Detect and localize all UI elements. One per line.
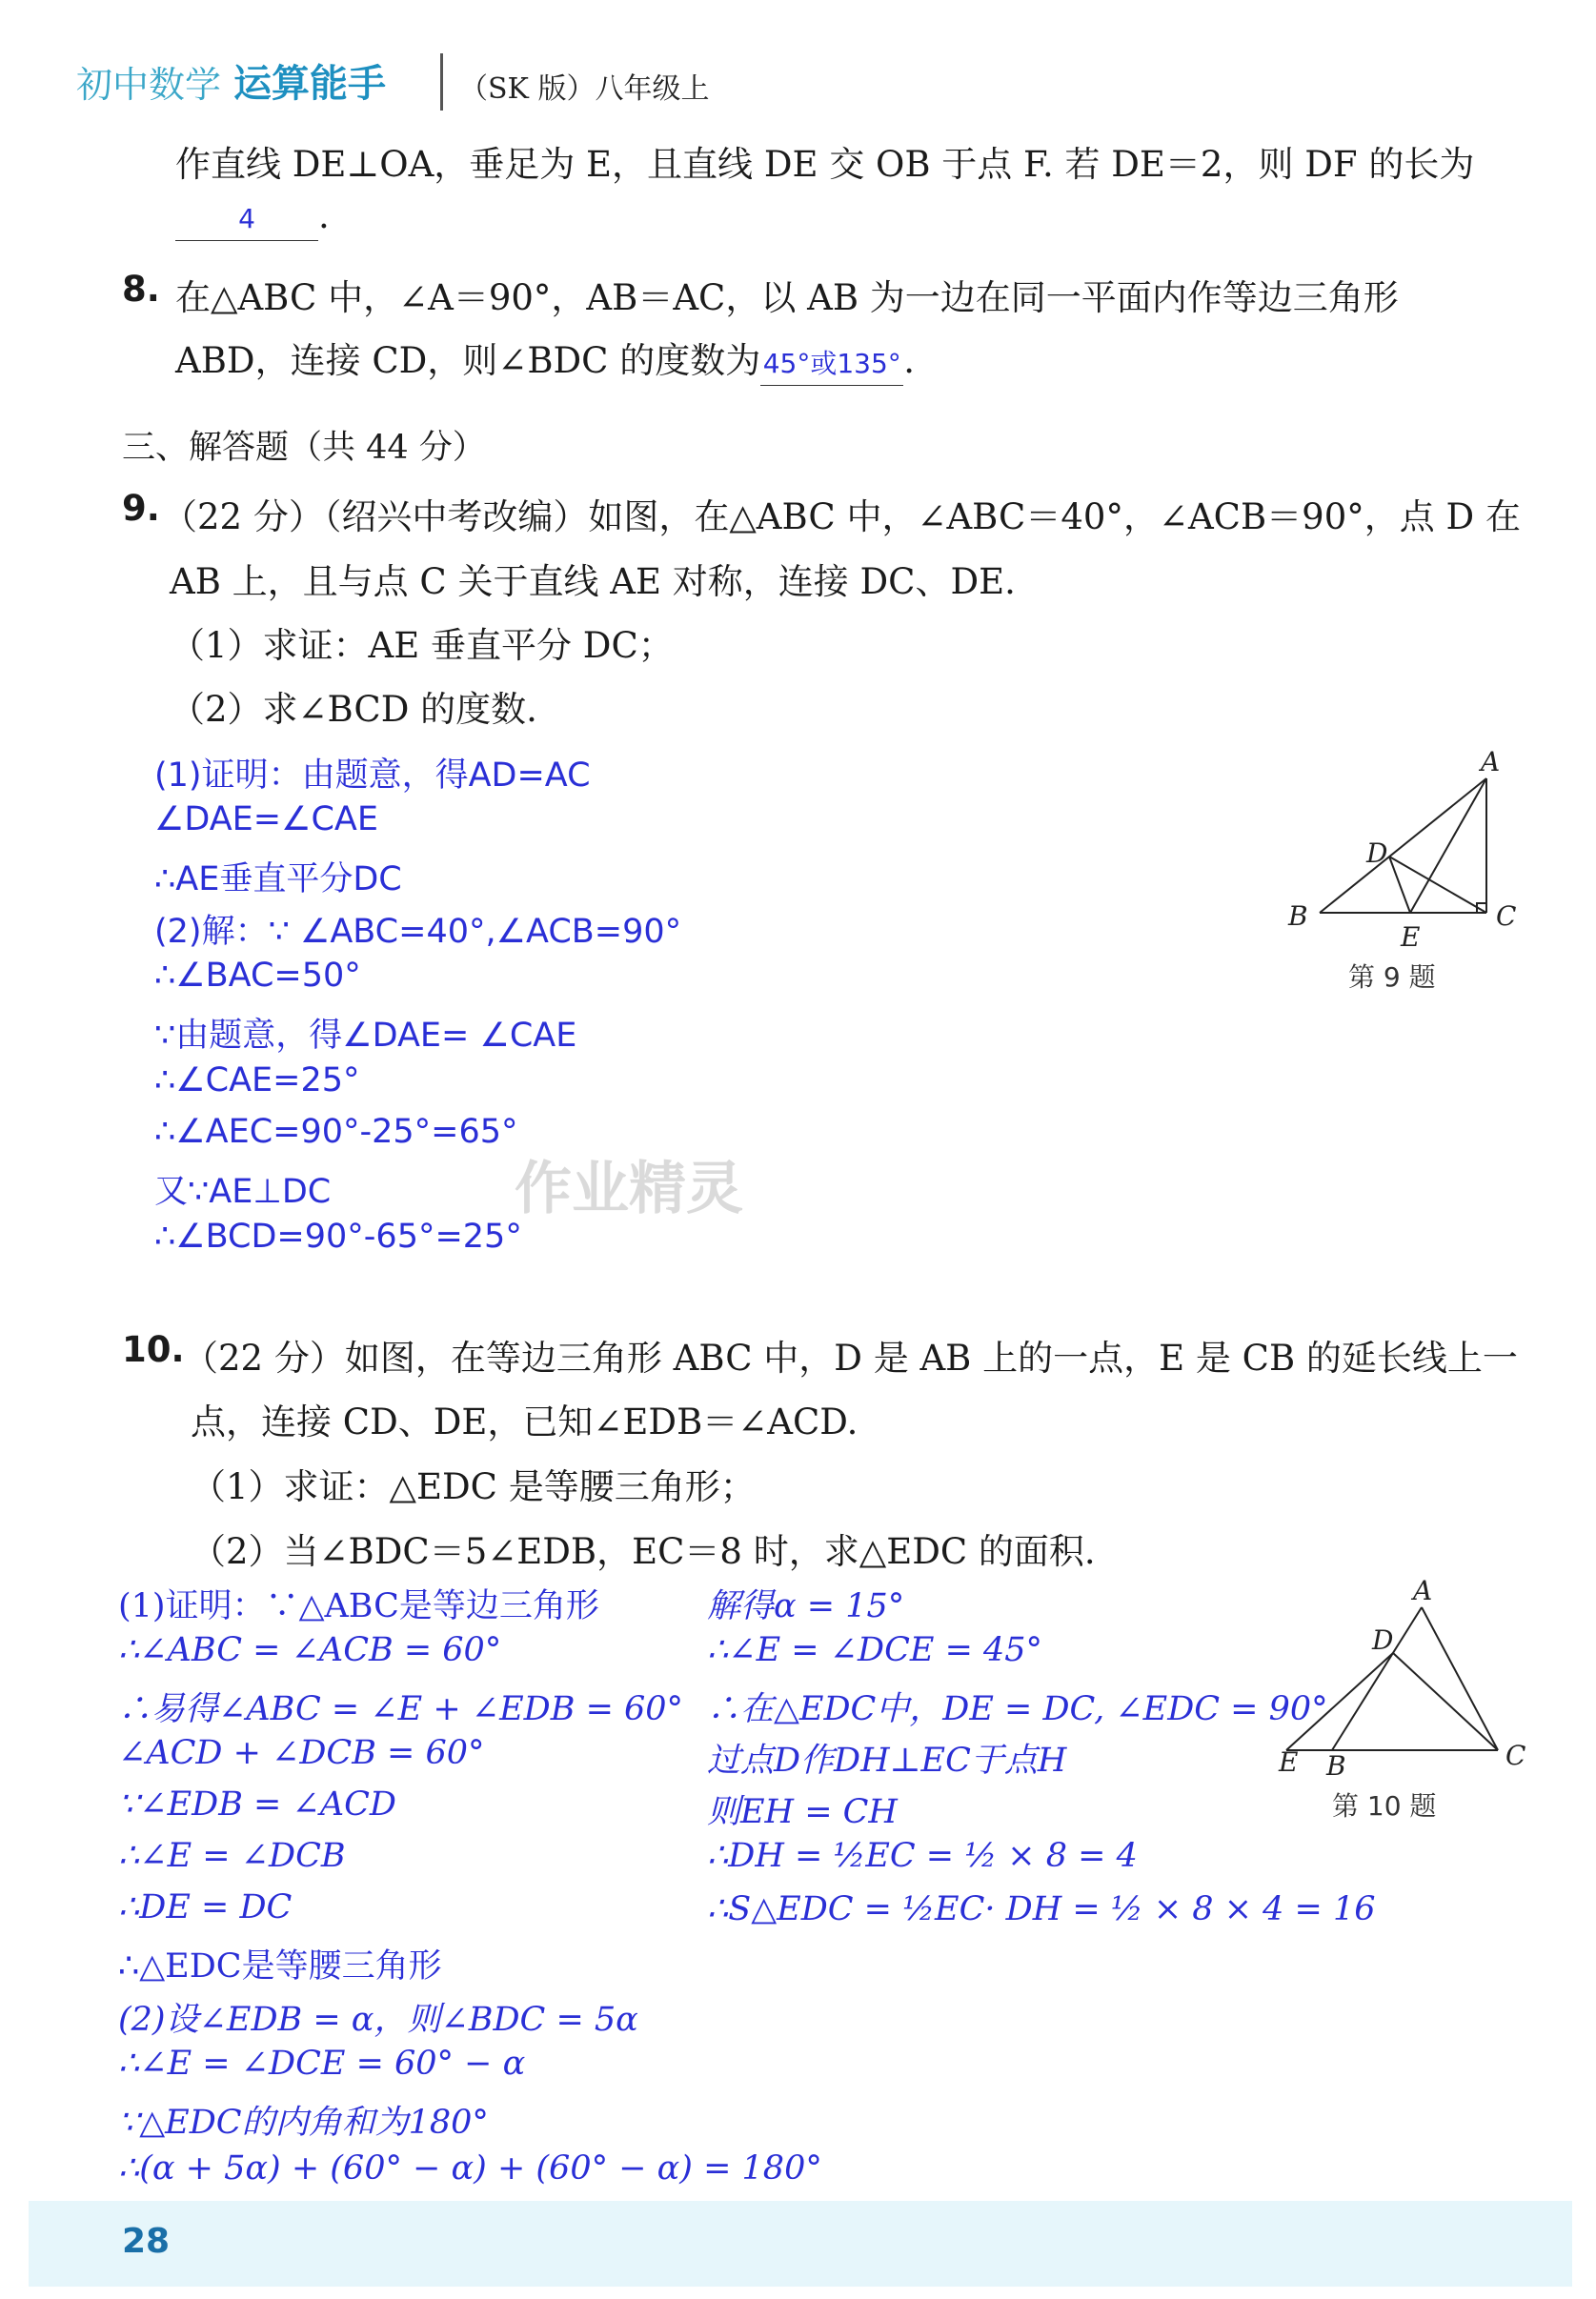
header-edition: （SK 版）八年级上 xyxy=(459,72,710,106)
q8-line2: ABD，连接 CD，则∠BDC 的度数为 xyxy=(175,340,761,381)
q9-answer-8: 又∵AE⊥DC xyxy=(154,1173,332,1211)
q9-answer-9: ∴∠BCD=90°-65°=25° xyxy=(154,1218,522,1256)
q9-number: 9. xyxy=(122,488,160,529)
q10-left-5: ∴∠E = ∠DCB xyxy=(118,1837,346,1875)
fig9-label-b: B xyxy=(1288,900,1308,932)
header-title: 运算能手 xyxy=(233,62,386,106)
q10-left-8: (2)设∠EDB = α，则∠BDC = 5α xyxy=(118,2001,638,2039)
fig10-label-d: D xyxy=(1372,1624,1394,1656)
figure-10 xyxy=(1267,1577,1553,1825)
q10-line2: 点，连接 CD、DE，已知∠EDB＝∠ACD. xyxy=(191,1402,859,1442)
q10-left-9: ∴∠E = ∠DCE = 60° − α xyxy=(118,2045,526,2083)
footer-band xyxy=(29,2201,1572,2287)
q10-right-3: 过点D作DH⊥EC于点H xyxy=(707,1742,1067,1780)
q9-sub1: （1）求证：AE 垂直平分 DC； xyxy=(170,625,674,666)
q8-answer: 45°或135° xyxy=(760,343,903,386)
q10-right-6: ∴S△EDC = ½EC· DH = ½ × 8 × 4 = 16 xyxy=(707,1890,1376,1928)
q10-left-1: ∴∠ABC = ∠ACB = 60° xyxy=(118,1631,502,1669)
section-3-title: 三、解答题（共 44 分） xyxy=(122,429,486,467)
page-number: 28 xyxy=(122,2222,171,2261)
fig10-caption: 第 10 题 xyxy=(1332,1790,1437,1822)
q7-answer: 4 xyxy=(175,198,318,241)
q9-answer-5: ∵由题意，得∠DAE= ∠CAE xyxy=(154,1017,577,1055)
q10-sub1: （1）求证：△EDC 是等腰三角形； xyxy=(191,1466,756,1507)
q10-right-2: ∴在△EDC中，DE = DC, ∠EDC = 90° xyxy=(707,1690,1328,1728)
q8-line1: 在△ABC 中，∠A＝90°，AB＝AC，以 AB 为一边在同一平面内作等边三角形 xyxy=(175,277,1399,318)
q10-right-0: 解得α = 15° xyxy=(707,1587,905,1625)
fig9-caption: 第 9 题 xyxy=(1348,961,1436,993)
fig9-label-e: E xyxy=(1401,921,1421,953)
fig10-label-c: C xyxy=(1505,1740,1526,1771)
q10-number: 10. xyxy=(122,1329,185,1370)
fig9-label-d: D xyxy=(1366,837,1388,869)
q10-left-4: ∵∠EDB = ∠ACD xyxy=(118,1785,396,1824)
q9-line2: AB 上，且与点 C 关于直线 AE 对称，连接 DC、DE. xyxy=(170,561,1016,602)
q8-line2-wrap xyxy=(175,332,915,386)
q10-left-0: (1)证明：∵△ABC是等边三角形 xyxy=(118,1587,599,1625)
q9-answer-2: ∴AE垂直平分DC xyxy=(154,860,402,898)
q10-left-6: ∴DE = DC xyxy=(118,1888,293,1926)
q10-left-2: ∴易得∠ABC = ∠E + ∠EDB = 60° xyxy=(118,1690,684,1728)
q10-left-3: ∠ACD + ∠DCB = 60° xyxy=(118,1734,485,1772)
watermark: 作业精灵 xyxy=(515,1156,743,1222)
q10-right-5: ∴DH = ½EC = ½ × 8 = 4 xyxy=(707,1837,1138,1875)
figure-9 xyxy=(1267,738,1534,996)
q9-answer-6: ∴∠CAE=25° xyxy=(154,1061,360,1099)
header-divider xyxy=(440,53,443,111)
q9-answer-3: (2)解：∵ ∠ABC=40°,∠ACB=90° xyxy=(154,913,682,951)
header-series: 初中数学 xyxy=(76,64,222,106)
q7-line1: 作直线 DE⊥OA，垂足为 E，且直线 DE 交 OB 于点 F. 若 DE＝2，则 DF 的长为 xyxy=(175,144,1475,185)
q8-end: . xyxy=(903,340,916,381)
q10-left-10: ∵△EDC的内角和为180° xyxy=(118,2104,489,2142)
fig9-label-a: A xyxy=(1481,746,1501,777)
q9-line1: （22 分）（绍兴中考改编）如图，在△ABC 中，∠ABC＝40°，∠ACB＝90°，点 D 在 xyxy=(162,496,1521,537)
q10-right-4: 则EH = CH xyxy=(707,1793,898,1831)
q10-right-1: ∴∠E = ∠DCE = 45° xyxy=(707,1631,1043,1669)
fig10-label-a: A xyxy=(1413,1577,1433,1606)
q9-sub2: （2）求∠BCD 的度数. xyxy=(170,689,537,730)
q10-line1: （22 分）如图，在等边三角形 ABC 中，D 是 AB 上的一点，E 是 CB 的延长线上一 xyxy=(183,1338,1518,1379)
q10-left-11: ∴(α + 5α) + (60° − α) + (60° − α) = 180° xyxy=(118,2149,822,2188)
q8-number: 8. xyxy=(122,269,160,310)
fig10-label-e: E xyxy=(1279,1746,1299,1778)
q9-answer-7: ∴∠AEC=90°-25°=65° xyxy=(154,1113,518,1151)
q9-answer-0: (1)证明：由题意，得AD=AC xyxy=(154,756,591,795)
q7-answer-line xyxy=(175,195,330,241)
q7-end: . xyxy=(318,195,330,236)
q9-answer-1: ∠DAE=∠CAE xyxy=(154,800,378,838)
fig9-label-c: C xyxy=(1496,900,1517,932)
q10-sub2: （2）当∠BDC＝5∠EDB，EC＝8 时，求△EDC 的面积. xyxy=(191,1531,1096,1572)
q10-left-7: ∴△EDC是等腰三角形 xyxy=(118,1947,442,1986)
q9-answer-4: ∴∠BAC=50° xyxy=(154,957,361,995)
fig10-label-b: B xyxy=(1326,1750,1346,1782)
